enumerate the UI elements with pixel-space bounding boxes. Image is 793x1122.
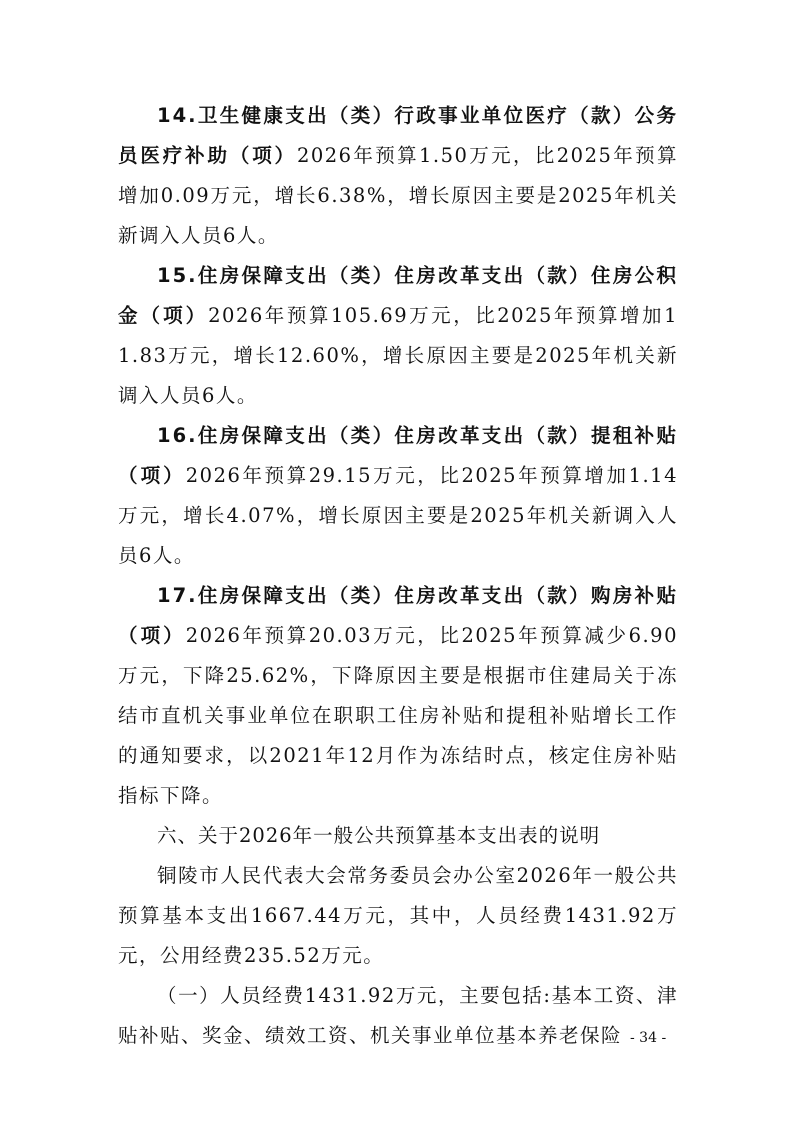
item-15-body: 2026年预算105.69万元，比2025年预算增加11.83万元，增长12.60%，增长原因主要是2025年机关新调入人员6人。 — [118, 304, 678, 407]
section-heading: 六、关于2026年一般公共预算基本支出表的说明 — [157, 824, 601, 847]
item-14-body: 2026年预算1.50万元，比2025年预算增加0.09万元，增长6.38%，增长原因主要是2025年机关新调入人员6人。 — [118, 144, 678, 247]
item-16-title: 16.住房保障支出（类）住房改革支出（款）提租补贴（项） — [118, 424, 678, 487]
item-14 — [118, 96, 678, 256]
item-17-body: 2026年预算20.03万元，比2025年预算减少6.90万元，下降25.62%，下降原因主要是根据市住建局关于冻结市直机关事业单位在职职工住房补贴和提租补贴增长工作的通知要求，以2021年12月作为冻结时点，核定住房补贴指标下降。 — [118, 624, 678, 807]
page-number: - 34 - — [630, 1030, 667, 1046]
document-page — [118, 96, 678, 1056]
item-17 — [118, 576, 678, 816]
item-15-title: 15.住房保障支出（类）住房改革支出（款）住房公积金（项） — [118, 264, 678, 327]
summary-paragraph: 铜陵市人民代表大会常务委员会办公室2026年一般公共预算基本支出1667.44万元，其中，人员经费1431.92万元，公用经费235.52万元。 — [118, 864, 678, 967]
personnel-paragraph: （一）人员经费1431.92万元，主要包括:基本工资、津贴补贴、奖金、绩效工资、机关事业单位基本养老保险 — [118, 984, 678, 1047]
item-16 — [118, 416, 678, 576]
item-16-body: 2026年预算29.15万元，比2025年预算增加1.14万元，增长4.07%，增长原因主要是2025年机关新调入人员6人。 — [118, 464, 678, 567]
item-14-title: 14.卫生健康支出（类）行政事业单位医疗（款）公务员医疗补助（项） — [118, 104, 678, 167]
item-15 — [118, 256, 678, 416]
item-17-title: 17.住房保障支出（类）住房改革支出（款）购房补贴（项） — [118, 584, 678, 647]
